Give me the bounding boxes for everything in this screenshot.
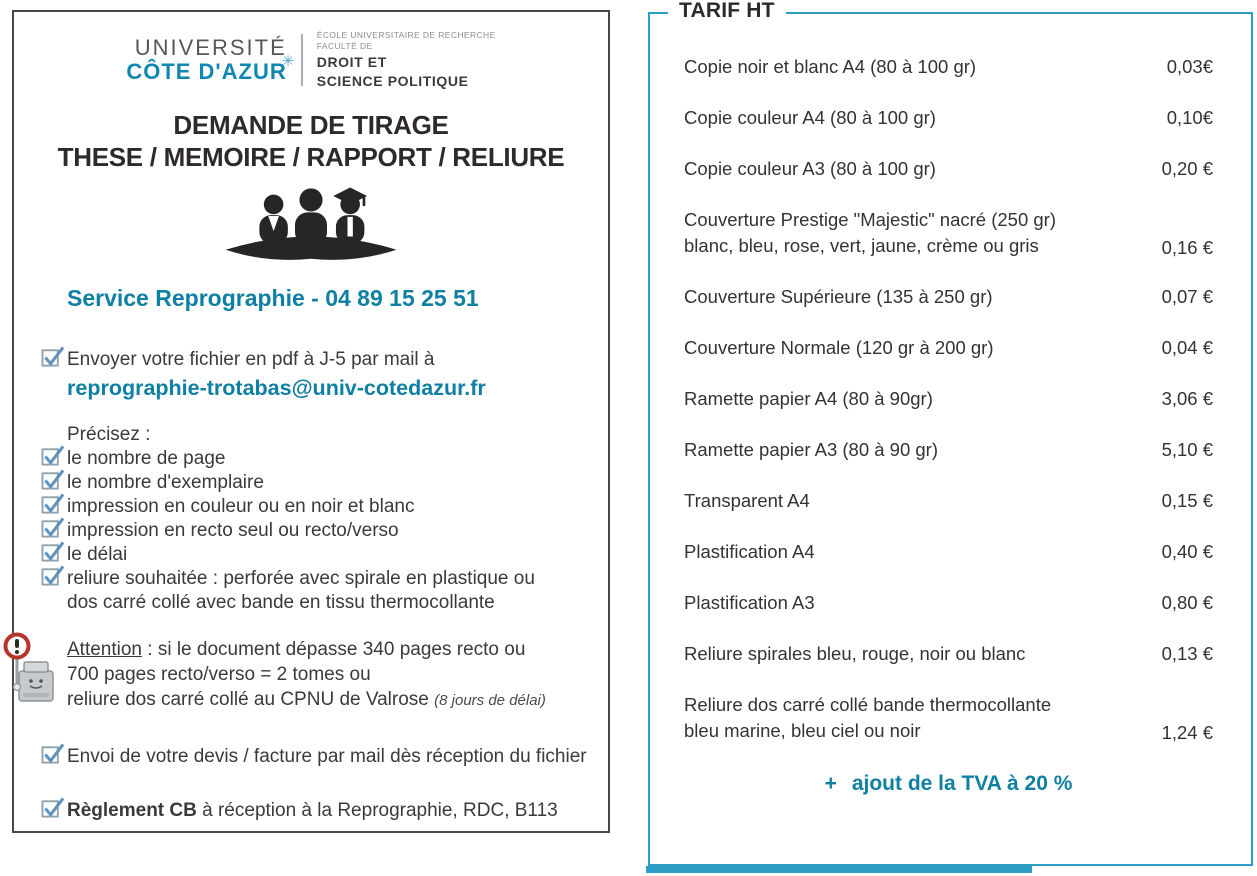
payment-text: Règlement CB à réception à la Reprographie, RDC, B113 xyxy=(67,800,558,822)
attention-line-2: 700 pages recto/verso = 2 tomes ou xyxy=(67,664,371,686)
precisez-label: Précisez : xyxy=(67,424,151,446)
request-panel xyxy=(12,10,610,833)
attention-delay-note: (8 jours de délai) xyxy=(434,692,546,710)
tariff-item-price: 1,24 € xyxy=(1161,722,1213,743)
checked-checkbox-icon xyxy=(41,796,66,819)
list-item: impression en couleur ou en noir et blanc xyxy=(67,495,592,519)
tariff-item-label: Plastification A3 xyxy=(684,592,815,613)
list-item: le nombre d'exemplaire xyxy=(67,471,592,495)
logo-cote-dazur-text: CÔTE D'AZUR xyxy=(126,59,287,85)
payment-cb-label: Règlement CB xyxy=(67,800,197,822)
tariff-item-price: 0,04 € xyxy=(1161,337,1213,358)
list-item: le délai xyxy=(67,543,592,567)
payment-item xyxy=(67,799,592,823)
attention-line-1: Attention : si le document dépasse 340 pages recto ou xyxy=(67,639,526,661)
table-row xyxy=(684,590,1213,616)
table-row xyxy=(684,692,1213,744)
sun-icon: ✳ xyxy=(281,53,295,71)
tariff-item-price: 5,10 € xyxy=(1161,439,1213,460)
university-logo xyxy=(14,30,608,90)
table-row xyxy=(684,641,1213,667)
tariff-item-price: 0,15 € xyxy=(1161,490,1213,511)
devis-text: Envoi de votre devis / facture par mail dès réception du fichier xyxy=(67,746,587,768)
tariff-item-price: 0,03€ xyxy=(1166,56,1213,77)
tariff-item-price: 0,07 € xyxy=(1161,286,1213,307)
logo-wordmark xyxy=(126,36,286,85)
checked-checkbox-icon xyxy=(41,492,66,515)
warning-photocopier-icon xyxy=(1,631,59,707)
attention-note xyxy=(67,637,592,713)
table-row xyxy=(684,207,1213,259)
tariff-item-label: Plastification A4 xyxy=(684,541,815,562)
precisez-list xyxy=(67,423,592,615)
checked-checkbox-icon xyxy=(41,742,66,765)
tariff-item-price: 0,13 € xyxy=(1161,643,1213,664)
title-line-2: THESE / MEMOIRE / RAPPORT / RELIURE xyxy=(57,142,565,173)
tariff-item-label: Couverture Supérieure (135 à 250 gr) xyxy=(684,286,993,307)
title-line-1: DEMANDE DE TIRAGE xyxy=(173,110,449,141)
checked-checkbox-icon xyxy=(41,345,66,368)
table-row xyxy=(684,54,1213,80)
logo-school-line2: FACULTÉ DE xyxy=(316,41,373,52)
tariff-item-price: 0,20 € xyxy=(1161,158,1213,179)
send-file-text: Envoyer votre fichier en pdf à J-5 par mail à xyxy=(67,349,435,371)
tariff-item-label: Transparent A4 xyxy=(684,490,810,511)
table-row xyxy=(684,437,1213,463)
page-title xyxy=(14,110,608,174)
table-row xyxy=(684,284,1213,310)
send-file-item xyxy=(67,348,592,401)
service-phone-line: Service Reprographie - 04 89 15 25 51 xyxy=(67,285,479,312)
people-at-table-icon xyxy=(14,180,608,273)
tariff-panel xyxy=(648,0,1253,866)
repro-email-link[interactable]: reprographie-trotabas@univ-cotedazur.fr xyxy=(67,376,486,401)
tariff-item-price: 0,40 € xyxy=(1161,541,1213,562)
tariff-item-price: 0,80 € xyxy=(1161,592,1213,613)
attention-line-3: reliure dos carré collé au CPNU de Valrose (8 jours de délai) xyxy=(67,689,546,711)
table-row xyxy=(684,335,1213,361)
table-row xyxy=(684,156,1213,182)
tva-plus-sign: + xyxy=(824,772,837,795)
list-item: impression en recto seul ou recto/verso xyxy=(67,519,592,543)
devis-item xyxy=(67,745,592,769)
tva-note xyxy=(684,772,1213,796)
tariff-item-label: Copie noir et blanc A4 (80 à 100 gr) xyxy=(684,56,977,77)
tariff-item-label: Couverture Normale (120 gr à 200 gr) xyxy=(684,337,994,358)
checked-checkbox-icon xyxy=(41,564,66,587)
table-row xyxy=(684,488,1213,514)
logo-faculty-block xyxy=(317,30,496,90)
tva-text: ajout de la TVA à 20 % xyxy=(851,772,1073,795)
tariff-item-label: Copie couleur A3 (80 à 100 gr) xyxy=(684,158,936,179)
tariff-item-price: 3,06 € xyxy=(1161,388,1213,409)
tariff-item-label: Reliure dos carré collé bande thermocollante bleu marine, bleu ciel ou noir xyxy=(684,694,1052,741)
checked-checkbox-icon xyxy=(41,540,66,563)
tariff-item-label: Ramette papier A3 (80 à 90 gr) xyxy=(684,439,939,460)
tariff-item-label: Copie couleur A4 (80 à 100 gr) xyxy=(684,107,936,128)
checked-checkbox-icon xyxy=(41,468,66,491)
bottom-accent-bar xyxy=(646,866,1032,873)
table-row xyxy=(684,386,1213,412)
tariff-item-price: 0,16 € xyxy=(1161,237,1213,258)
list-item: reliure souhaitée : perforée avec spirale en plastique ou xyxy=(67,567,592,591)
tariff-item-price: 0,10€ xyxy=(1166,107,1213,128)
tariff-item-label: Ramette papier A4 (80 à 90gr) xyxy=(684,388,933,409)
table-row xyxy=(684,105,1213,131)
table-row xyxy=(684,539,1213,565)
list-item-continuation: dos carré collé avec bande en tissu thermocollante xyxy=(67,592,495,614)
logo-school-line1: ÉCOLE UNIVERSITAIRE DE RECHERCHE xyxy=(316,30,496,40)
logo-faculty-line1: DROIT ET xyxy=(316,54,387,71)
attention-label: Attention xyxy=(67,639,142,661)
tariff-legend: TARIF HT xyxy=(668,0,786,23)
list-item: le nombre de page xyxy=(67,447,592,471)
checked-checkbox-icon xyxy=(41,516,66,539)
logo-faculty-line2: SCIENCE POLITIQUE xyxy=(316,73,469,90)
tariff-item-label: Couverture Prestige "Majestic" nacré (250 gr) blanc, bleu, rose, vert, jaune, crème ou gris xyxy=(684,209,1056,256)
tariff-item-label: Reliure spirales bleu, rouge, noir ou blanc xyxy=(684,643,1026,664)
logo-universite-text: UNIVERSITÉ xyxy=(134,34,287,60)
logo-divider xyxy=(281,34,303,86)
checked-checkbox-icon xyxy=(41,444,66,467)
